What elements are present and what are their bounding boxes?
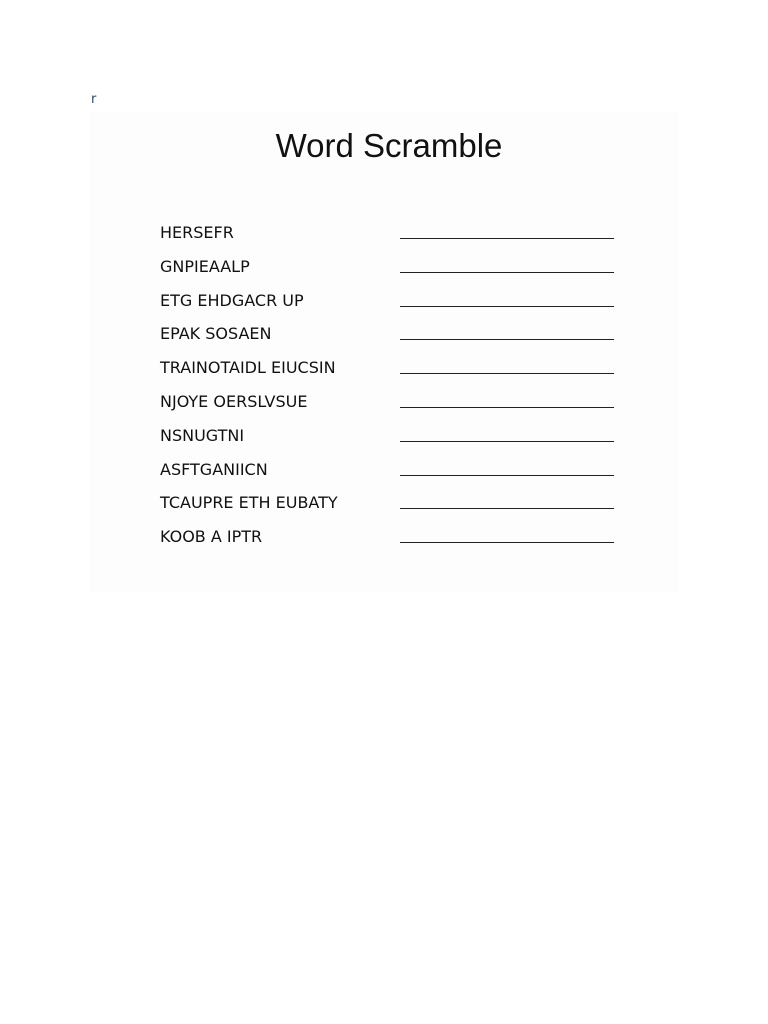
word-row [160, 425, 620, 459]
scrambled-word: EPAK SOSAEN [160, 324, 272, 344]
word-row [160, 357, 620, 391]
answer-line [400, 272, 614, 273]
answer-line [400, 441, 614, 442]
worksheet-title: Word Scramble [275, 127, 503, 164]
answer-line [400, 475, 614, 476]
scrambled-word: TRAINOTAIDL EIUCSIN [160, 358, 336, 378]
scrambled-word: NJOYE OERSLVSUE [160, 391, 308, 411]
answer-line [400, 306, 614, 307]
word-row [160, 323, 620, 357]
scrambled-word: KOOB A IPTR [160, 527, 263, 547]
word-row [160, 492, 620, 526]
answer-line [400, 339, 614, 340]
word-row [160, 256, 620, 290]
scrambled-word: TCAUPRE ETH EUBATY [160, 493, 338, 513]
scrambled-word: NSNUGTNI [160, 425, 245, 445]
word-scramble-worksheet [90, 112, 678, 592]
answer-line [400, 238, 614, 239]
word-row [160, 222, 620, 256]
word-row [160, 391, 620, 425]
answer-line [400, 373, 614, 374]
word-row [160, 526, 620, 560]
answer-line [400, 407, 614, 408]
answer-line [400, 508, 614, 509]
word-list [160, 222, 620, 560]
scrambled-word: HERSEFR [160, 223, 234, 242]
word-row [160, 290, 620, 324]
word-row [160, 459, 620, 493]
scrambled-word: ASFTGANIICN [160, 459, 268, 479]
scrambled-word: GNPIEAALP [160, 256, 250, 276]
stray-mark-text: r [91, 92, 97, 107]
scrambled-word: ETG EHDGACR UP [160, 290, 304, 310]
answer-line [400, 542, 614, 543]
